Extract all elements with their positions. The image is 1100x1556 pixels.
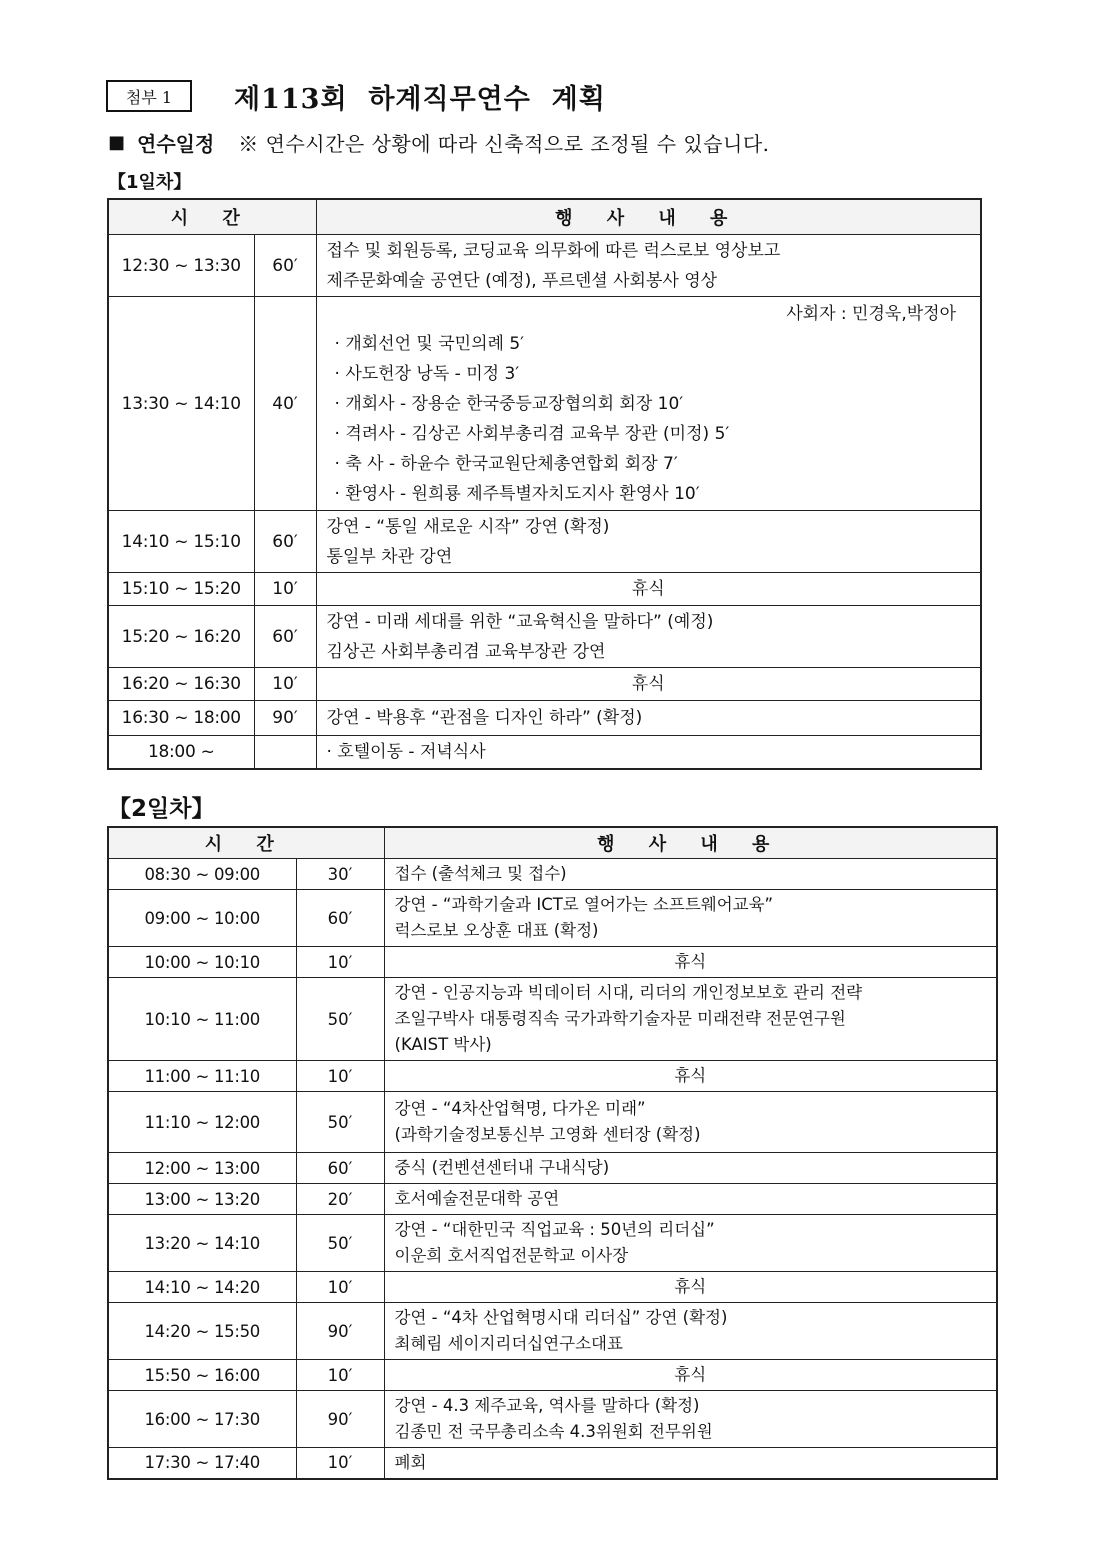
table-row xyxy=(108,978,997,1061)
table-row xyxy=(108,736,981,769)
table-row xyxy=(108,1391,997,1448)
time-cell: 16:30 ~ 18:00 xyxy=(108,701,254,736)
duration-cell: 90′ xyxy=(254,701,316,736)
time-cell: 13:00 ~ 13:20 xyxy=(108,1184,296,1215)
duration-cell: 10′ xyxy=(296,1360,384,1391)
table-row xyxy=(108,1184,997,1215)
content-line: 강연 - 박용후 “관점을 디자인 하라” (확정) xyxy=(326,708,643,728)
duration-cell: 40′ xyxy=(254,297,316,511)
day2-schedule-table xyxy=(107,826,998,1480)
day2-table-body xyxy=(108,859,997,1479)
agenda-item: · 개회사 - 장용순 한국중등교장협의회 회장 10′ xyxy=(334,393,684,414)
content-line: 접수 (출석체크 및 접수) xyxy=(394,864,567,883)
table-row xyxy=(108,947,997,978)
day1-col-time: 시 간 xyxy=(108,199,316,235)
time-cell: 16:20 ~ 16:30 xyxy=(108,668,254,701)
agenda-item: · 사도헌장 낭독 - 미정 3′ xyxy=(334,363,520,384)
time-cell: 15:10 ~ 15:20 xyxy=(108,573,254,606)
time-cell: 13:30 ~ 14:10 xyxy=(108,297,254,511)
agenda-item: · 격려사 - 김상곤 사회부총리겸 교육부 장관 (미정) 5′ xyxy=(334,423,730,444)
content-cell xyxy=(316,606,981,668)
content-line: (KAIST 박사) xyxy=(394,1035,492,1054)
table-row xyxy=(108,573,981,606)
day2-col-content: 행 사 내 용 xyxy=(384,827,997,859)
table-row xyxy=(108,606,981,668)
table-row xyxy=(108,1061,997,1092)
day2-col-time: 시 간 xyxy=(108,827,384,859)
duration-cell: 50′ xyxy=(296,1092,384,1153)
content-line: 김종민 전 국무총리소속 4.3위원회 전무위원 xyxy=(394,1422,713,1441)
content-line: 호서예술전문대학 공연 xyxy=(394,1189,560,1208)
table-row xyxy=(108,668,981,701)
duration-cell: 10′ xyxy=(254,668,316,701)
square-bullet-icon: ■ xyxy=(108,131,126,153)
schedule-heading-note: ※ 연수시간은 상황에 따라 신축적으로 조정될 수 있습니다. xyxy=(238,131,770,156)
day1-schedule-table xyxy=(107,198,982,770)
content-cell xyxy=(384,890,997,947)
time-cell: 09:00 ~ 10:00 xyxy=(108,890,296,947)
table-row xyxy=(108,701,981,736)
duration-cell: 50′ xyxy=(296,1215,384,1272)
break-cell: 휴식 xyxy=(316,668,981,701)
duration-cell: 90′ xyxy=(296,1303,384,1360)
content-line: 럭스로보 오상훈 대표 (확정) xyxy=(394,921,599,940)
table-row xyxy=(108,1153,997,1184)
table-row xyxy=(108,1092,997,1153)
content-line: 조일구박사 대통령직속 국가과학기술자문 미래전략 전문연구원 xyxy=(394,1009,846,1028)
content-line: 접수 및 회원등록, 코딩교육 의무화에 따른 럭스로보 영상보고 xyxy=(326,240,781,261)
content-cell xyxy=(384,1215,997,1272)
moderator-line: 사회자 : 민경욱,박정아 xyxy=(786,303,956,324)
day1-table-body xyxy=(108,235,981,769)
content-line: 강연 - 미래 세대를 위한 “교육혁신을 말하다” (예정) xyxy=(326,611,714,632)
duration-cell: 10′ xyxy=(296,947,384,978)
table-row xyxy=(108,1448,997,1479)
content-line: 강연 - “4차 산업혁명시대 리더십” 강연 (확정) xyxy=(394,1308,728,1327)
content-cell xyxy=(384,978,997,1061)
day1-header-row xyxy=(108,199,981,235)
table-row xyxy=(108,511,981,573)
break-cell: 휴식 xyxy=(316,573,981,606)
table-row xyxy=(108,235,981,297)
document-title: 제113회 하계직무연수 계획 xyxy=(234,83,606,115)
content-line: 강연 - “4차산업혁명, 다가온 미래” xyxy=(394,1099,646,1118)
duration-cell: 60′ xyxy=(296,890,384,947)
content-line: 폐회 xyxy=(394,1452,427,1472)
content-line: 김상곤 사회부총리겸 교육부장관 강연 xyxy=(326,641,606,662)
time-cell: 14:20 ~ 15:50 xyxy=(108,1303,296,1360)
duration-cell: 60′ xyxy=(296,1153,384,1184)
content-line: 통일부 차관 강연 xyxy=(326,546,453,567)
agenda-item: · 개회선언 및 국민의례 5′ xyxy=(334,333,525,354)
content-cell xyxy=(384,1092,997,1153)
break-cell: 휴식 xyxy=(384,1360,997,1391)
time-cell: 15:50 ~ 16:00 xyxy=(108,1360,296,1391)
table-row xyxy=(108,890,997,947)
content-cell xyxy=(316,235,981,297)
time-cell: 14:10 ~ 15:10 xyxy=(108,511,254,573)
content-line: 강연 - “대한민국 직업교육 : 50년의 리더십” xyxy=(394,1220,715,1239)
table-row xyxy=(108,1360,997,1391)
time-cell: 18:00 ~ xyxy=(108,736,254,769)
content-line: 최혜림 세이지리더십연구소대표 xyxy=(394,1334,623,1353)
content-line: 강연 - “통일 새로운 시작” 강연 (확정) xyxy=(326,516,610,537)
content-line: 중식 (컨벤션센터내 구내식당) xyxy=(394,1158,610,1177)
duration-cell: 60′ xyxy=(254,235,316,297)
time-cell: 14:10 ~ 14:20 xyxy=(108,1272,296,1303)
duration-cell xyxy=(254,736,316,769)
duration-cell: 10′ xyxy=(296,1448,384,1479)
table-row xyxy=(108,859,997,890)
document-header xyxy=(106,78,606,114)
content-line: 제주문화예술 공연단 (예정), 푸르덴셜 사회봉사 영상 xyxy=(326,270,718,291)
table-row xyxy=(108,1272,997,1303)
time-cell: 11:00 ~ 11:10 xyxy=(108,1061,296,1092)
content-line: · 호텔이동 - 저녁식사 xyxy=(326,741,486,762)
content-cell xyxy=(384,1303,997,1360)
break-cell: 휴식 xyxy=(384,1272,997,1303)
content-cell xyxy=(384,1448,997,1479)
time-cell: 12:30 ~ 13:30 xyxy=(108,235,254,297)
break-cell: 휴식 xyxy=(384,947,997,978)
duration-cell: 10′ xyxy=(254,573,316,606)
duration-cell: 90′ xyxy=(296,1391,384,1448)
schedule-heading xyxy=(108,126,770,158)
content-cell xyxy=(384,1184,997,1215)
duration-cell: 50′ xyxy=(296,978,384,1061)
time-cell: 13:20 ~ 14:10 xyxy=(108,1215,296,1272)
content-cell xyxy=(384,1153,997,1184)
attachment-label: 첨부 1 xyxy=(106,80,192,112)
content-cell xyxy=(316,297,981,511)
time-cell: 15:20 ~ 16:20 xyxy=(108,606,254,668)
day1-col-content: 행 사 내 용 xyxy=(316,199,981,235)
duration-cell: 60′ xyxy=(254,511,316,573)
schedule-heading-label: 연수일정 xyxy=(137,131,215,156)
time-cell: 16:00 ~ 17:30 xyxy=(108,1391,296,1448)
content-line: 강연 - 인공지능과 빅데이터 시대, 리더의 개인정보보호 관리 전략 xyxy=(394,983,863,1002)
content-cell xyxy=(384,1391,997,1448)
content-line: 이운희 호서직업전문학교 이사장 xyxy=(394,1246,629,1265)
agenda-item: · 축 사 - 하윤수 한국교원단체총연합회 회장 7′ xyxy=(334,453,678,474)
time-cell: 12:00 ~ 13:00 xyxy=(108,1153,296,1184)
duration-cell: 60′ xyxy=(254,606,316,668)
duration-cell: 20′ xyxy=(296,1184,384,1215)
content-cell xyxy=(316,701,981,736)
duration-cell: 10′ xyxy=(296,1272,384,1303)
content-cell xyxy=(384,859,997,890)
content-line: (과학기술정보통신부 고영화 센터장 (확정) xyxy=(394,1125,701,1144)
content-line: 강연 - “과학기술과 ICT로 열어가는 소프트웨어교육” xyxy=(394,895,774,914)
break-cell: 휴식 xyxy=(384,1061,997,1092)
agenda-item: · 환영사 - 원희룡 제주특별자치도지사 환영사 10′ xyxy=(334,483,700,504)
day2-label: 【2일차】 xyxy=(108,796,215,822)
duration-cell: 30′ xyxy=(296,859,384,890)
duration-cell: 10′ xyxy=(296,1061,384,1092)
day2-header-row xyxy=(108,827,997,859)
time-cell: 08:30 ~ 09:00 xyxy=(108,859,296,890)
table-row xyxy=(108,1303,997,1360)
day1-label: 【1일차】 xyxy=(108,172,192,193)
table-row xyxy=(108,1215,997,1272)
time-cell: 10:00 ~ 10:10 xyxy=(108,947,296,978)
content-cell xyxy=(316,511,981,573)
time-cell: 10:10 ~ 11:00 xyxy=(108,978,296,1061)
time-cell: 17:30 ~ 17:40 xyxy=(108,1448,296,1479)
content-line: 강연 - 4.3 제주교육, 역사를 말하다 (확정) xyxy=(394,1396,700,1415)
table-row xyxy=(108,297,981,511)
content-cell xyxy=(316,736,981,769)
time-cell: 11:10 ~ 12:00 xyxy=(108,1092,296,1153)
